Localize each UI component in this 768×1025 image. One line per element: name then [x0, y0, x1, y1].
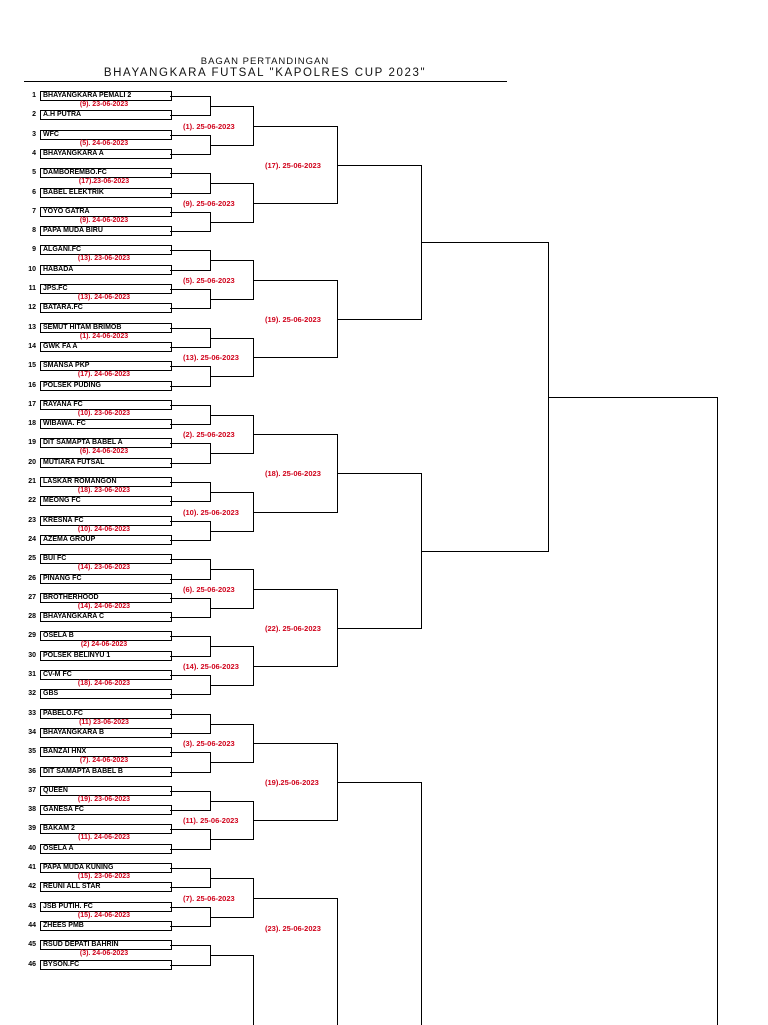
bracket-line: [170, 714, 211, 715]
team-number: 16: [28, 382, 36, 389]
bracket-line: [170, 521, 211, 522]
team-name-box: OSELA B: [40, 631, 172, 641]
bracket-line: [337, 628, 422, 629]
team-number: 17: [28, 401, 36, 408]
bracket-line: [210, 222, 254, 223]
pair-match-date: (17). 24-06-2023: [77, 371, 131, 378]
bracket-line: [253, 203, 338, 204]
round2-match-date: (10). 25-06-2023: [183, 508, 239, 517]
round2-match-date: (5). 25-06-2023: [183, 276, 235, 285]
bracket-line: [210, 415, 254, 416]
team-name-box: RSUD DEPATI BAHRIN: [40, 940, 172, 950]
bracket-line: [170, 617, 211, 618]
team-number: 27: [28, 594, 36, 601]
bracket-line: [421, 242, 549, 243]
bracket-line: [170, 791, 211, 792]
team-name-box: DAMBOREMBO.FC: [40, 168, 172, 178]
team-name-box: ALGANI.FC: [40, 245, 172, 255]
bracket-line: [170, 328, 211, 329]
bracket-line: [170, 482, 211, 483]
team-number: 41: [28, 864, 36, 871]
team-number: 35: [28, 748, 36, 755]
bracket-line: [170, 849, 211, 850]
bracket-line: [210, 608, 254, 609]
team-name-box: YOYO GATRA: [40, 207, 172, 217]
team-name-box: A.H PUTRA: [40, 110, 172, 120]
bracket-line: [170, 135, 211, 136]
bracket-line: [170, 289, 211, 290]
team-name-box: BROTHERHOOD: [40, 593, 172, 603]
pair-match-date: (6). 24-06-2023: [79, 448, 129, 455]
team-number: 30: [28, 652, 36, 659]
team-number: 14: [28, 343, 36, 350]
team-name-box: BUI FC: [40, 554, 172, 564]
bracket-line: [210, 453, 254, 454]
pair-match-date: (9). 24-06-2023: [79, 217, 129, 224]
bracket-line: [170, 887, 211, 888]
team-number: 31: [28, 671, 36, 678]
team-name-box: POLSEK BELINYU 1: [40, 651, 172, 661]
team-number: 5: [32, 169, 36, 176]
bracket-line: [170, 366, 211, 367]
round2-match-date: (14). 25-06-2023: [183, 662, 239, 671]
round2-match-date: (2). 25-06-2023: [183, 430, 235, 439]
bracket-line: [210, 569, 254, 570]
team-number: 25: [28, 555, 36, 562]
team-number: 19: [28, 439, 36, 446]
team-name-box: GBS: [40, 689, 172, 699]
pair-match-date: (19). 23-06-2023: [77, 796, 131, 803]
bracket-line: [170, 907, 211, 908]
bracket-line: [170, 926, 211, 927]
team-name-box: DIT SAMAPTA BABEL A: [40, 438, 172, 448]
team-name-box: RAYANA FC: [40, 400, 172, 410]
bracket-line: [170, 115, 211, 116]
bracket-line: [170, 772, 211, 773]
bracket-line: [253, 280, 338, 281]
team-number: 22: [28, 497, 36, 504]
bracket-line: [170, 270, 211, 271]
bracket-line: [210, 917, 254, 918]
bracket-line: [337, 898, 338, 1025]
team-number: 21: [28, 478, 36, 485]
pair-match-date: (18). 24-06-2023: [77, 680, 131, 687]
team-name-box: BHAYANGKARA A: [40, 149, 172, 159]
bracket-line: [210, 492, 254, 493]
team-name-box: WFC: [40, 130, 172, 140]
team-name-box: DIT SAMAPTA BABEL B: [40, 767, 172, 777]
round2-match-date: (3). 25-06-2023: [183, 739, 235, 748]
team-name-box: WIBAWA. FC: [40, 419, 172, 429]
team-number: 44: [28, 922, 36, 929]
pair-match-date: (18). 23-06-2023: [77, 487, 131, 494]
team-name-box: POLSEK PUDING: [40, 381, 172, 391]
team-name-box: PABELO.FC: [40, 709, 172, 719]
bracket-line: [170, 829, 211, 830]
team-name-box: BHAYANGKARA C: [40, 612, 172, 622]
pair-match-date: (15). 24-06-2023: [77, 912, 131, 919]
team-name-box: BATARA.FC: [40, 303, 172, 313]
bracket-title-line2: BHAYANGKARA FUTSAL "KAPOLRES CUP 2023": [103, 67, 427, 79]
team-number: 1: [32, 92, 36, 99]
pair-match-date: (9). 23-06-2023: [79, 101, 129, 108]
pair-match-date: (13). 24-06-2023: [77, 294, 131, 301]
bracket-line: [253, 743, 338, 744]
team-number: 2: [32, 111, 36, 118]
bracket-line: [253, 512, 338, 513]
bracket-line: [337, 473, 422, 474]
bracket-line: [170, 308, 211, 309]
team-name-box: AZEMA GROUP: [40, 535, 172, 545]
team-number: 38: [28, 806, 36, 813]
team-name-box: BYSON.FC: [40, 960, 172, 970]
round3-match-date: (19).25-06-2023: [265, 778, 319, 787]
team-number: 23: [28, 517, 36, 524]
team-name-box: GANESA FC: [40, 805, 172, 815]
team-number: 11: [28, 285, 36, 292]
bracket-line: [170, 231, 211, 232]
bracket-line: [253, 898, 338, 899]
team-number: 29: [28, 632, 36, 639]
pair-match-date: (1). 24-06-2023: [79, 333, 129, 340]
bracket-line: [210, 762, 254, 763]
team-number: 8: [32, 227, 36, 234]
pair-match-date: (15). 23-06-2023: [77, 873, 131, 880]
bracket-line: [170, 733, 211, 734]
bracket-line: [170, 694, 211, 695]
bracket-line: [421, 551, 549, 552]
team-number: 45: [28, 941, 36, 948]
team-name-box: BHAYANGKARA B: [40, 728, 172, 738]
team-name-box: LASKAR ROMANGON: [40, 477, 172, 487]
bracket-line: [253, 666, 338, 667]
round3-match-date: (22). 25-06-2023: [265, 624, 321, 633]
bracket-line: [170, 405, 211, 406]
team-number: 33: [28, 710, 36, 717]
title-underline: [24, 81, 507, 82]
team-name-box: QUEEN: [40, 786, 172, 796]
team-number: 15: [28, 362, 36, 369]
bracket-line: [337, 319, 422, 320]
team-number: 32: [28, 690, 36, 697]
team-name-box: OSELA A: [40, 844, 172, 854]
bracket-line: [253, 126, 338, 127]
bracket-line: [170, 443, 211, 444]
team-number: 9: [32, 246, 36, 253]
team-number: 26: [28, 575, 36, 582]
team-number: 46: [28, 961, 36, 968]
team-name-box: ZHEES PMB: [40, 921, 172, 931]
bracket-line: [210, 646, 254, 647]
bracket-line: [170, 540, 211, 541]
team-number: 28: [28, 613, 36, 620]
bracket-line: [210, 106, 254, 107]
pair-match-date: (2) 24-06-2023: [80, 641, 128, 648]
pair-match-date: (7). 24-06-2023: [79, 757, 129, 764]
team-name-box: BABEL ELEKTRIK: [40, 188, 172, 198]
round2-match-date: (7). 25-06-2023: [183, 894, 235, 903]
bracket-line: [170, 96, 211, 97]
team-number: 34: [28, 729, 36, 736]
bracket-line: [210, 724, 254, 725]
team-number: 42: [28, 883, 36, 890]
bracket-line: [253, 589, 338, 590]
bracket-line: [170, 945, 211, 946]
team-number: 4: [32, 150, 36, 157]
pair-match-date: (14). 23-06-2023: [77, 564, 131, 571]
bracket-line: [210, 376, 254, 377]
bracket-line: [170, 636, 211, 637]
team-name-box: SEMUT HITAM BRIMOB: [40, 323, 172, 333]
bracket-line: [170, 347, 211, 348]
round2-match-date: (6). 25-06-2023: [183, 585, 235, 594]
bracket-line: [170, 154, 211, 155]
team-name-box: JPS.FC: [40, 284, 172, 294]
bracket-line: [170, 675, 211, 676]
bracket-line: [170, 386, 211, 387]
bracket-line: [717, 397, 718, 1025]
team-number: 13: [28, 324, 36, 331]
pair-match-date: (14). 24-06-2023: [77, 603, 131, 610]
pair-match-date: (17).23-06-2023: [78, 178, 130, 185]
bracket-line: [170, 579, 211, 580]
team-number: 3: [32, 131, 36, 138]
bracket-line: [210, 878, 254, 879]
bracket-line: [210, 338, 254, 339]
pair-match-date: (11) 23-06-2023: [79, 719, 129, 726]
bracket-line: [170, 250, 211, 251]
bracket-line: [170, 463, 211, 464]
team-name-box: MUTIARA FUTSAL: [40, 458, 172, 468]
team-number: 6: [32, 189, 36, 196]
bracket-line: [210, 145, 254, 146]
team-number: 43: [28, 903, 36, 910]
round2-match-date: (13). 25-06-2023: [183, 353, 239, 362]
team-name-box: BAKAM 2: [40, 824, 172, 834]
bracket-line: [170, 965, 211, 966]
team-name-box: BANZAI HNX: [40, 747, 172, 757]
team-number: 36: [28, 768, 36, 775]
team-name-box: SMANSA PKP: [40, 361, 172, 371]
bracket-line: [253, 434, 338, 435]
pair-match-date: (13). 23-06-2023: [77, 255, 131, 262]
bracket-line: [337, 165, 422, 166]
team-name-box: PINANG FC: [40, 574, 172, 584]
bracket-line: [170, 173, 211, 174]
team-name-box: MEONG FC: [40, 496, 172, 506]
bracket-title-line1: BAGAN PERTANDINGAN: [200, 56, 330, 67]
team-number: 10: [28, 266, 36, 273]
bracket-line: [170, 559, 211, 560]
bracket-line: [210, 260, 254, 261]
pair-match-date: (11). 24-06-2023: [78, 834, 130, 841]
round2-match-date: (11). 25-06-2023: [183, 816, 239, 825]
bracket-line: [210, 955, 254, 956]
team-name-box: PAPA MUDA KUNING: [40, 863, 172, 873]
bracket-line: [170, 193, 211, 194]
team-name-box: REUNI ALL STAR: [40, 882, 172, 892]
team-number: 7: [32, 208, 36, 215]
team-number: 39: [28, 825, 36, 832]
team-name-box: PAPA MUDA BIRU: [40, 226, 172, 236]
team-name-box: JSB PUTIH. FC: [40, 902, 172, 912]
bracket-line: [210, 801, 254, 802]
bracket-line: [253, 955, 254, 1025]
bracket-line: [253, 357, 338, 358]
team-name-box: KRESNA FC: [40, 516, 172, 526]
pair-match-date: (10). 24-06-2023: [77, 526, 131, 533]
bracket-line: [210, 183, 254, 184]
bracket-line: [337, 782, 422, 783]
round3-match-date: (17). 25-06-2023: [265, 161, 321, 170]
round2-match-date: (9). 25-06-2023: [183, 199, 235, 208]
bracket-line: [210, 839, 254, 840]
bracket-line: [170, 212, 211, 213]
team-number: 12: [28, 304, 36, 311]
bracket-line: [170, 810, 211, 811]
bracket-line: [210, 299, 254, 300]
bracket-line: [170, 424, 211, 425]
team-name-box: HABADA: [40, 265, 172, 275]
team-name-box: CV-M FC: [40, 670, 172, 680]
team-number: 40: [28, 845, 36, 852]
round3-match-date: (23). 25-06-2023: [265, 924, 321, 933]
pair-match-date: (3). 24-06-2023: [79, 950, 129, 957]
bracket-line: [548, 397, 718, 398]
team-number: 18: [28, 420, 36, 427]
pair-match-date: (10). 23-06-2023: [77, 410, 131, 417]
round2-match-date: (1). 25-06-2023: [183, 122, 235, 131]
pair-match-date: (5). 24-06-2023: [79, 140, 129, 147]
bracket-line: [210, 531, 254, 532]
bracket-line: [170, 598, 211, 599]
team-number: 20: [28, 459, 36, 466]
bracket-line: [170, 501, 211, 502]
bracket-line: [170, 752, 211, 753]
bracket-line: [170, 656, 211, 657]
bracket-line: [170, 868, 211, 869]
team-number: 24: [28, 536, 36, 543]
bracket-line: [421, 782, 422, 1025]
team-name-box: BHAYANGKARA PEMALI 2: [40, 91, 172, 101]
round3-match-date: (19). 25-06-2023: [265, 315, 321, 324]
bracket-line: [253, 820, 338, 821]
team-number: 37: [28, 787, 36, 794]
team-name-box: GWK FA A: [40, 342, 172, 352]
bracket-line: [210, 685, 254, 686]
round3-match-date: (18). 25-06-2023: [265, 469, 321, 478]
